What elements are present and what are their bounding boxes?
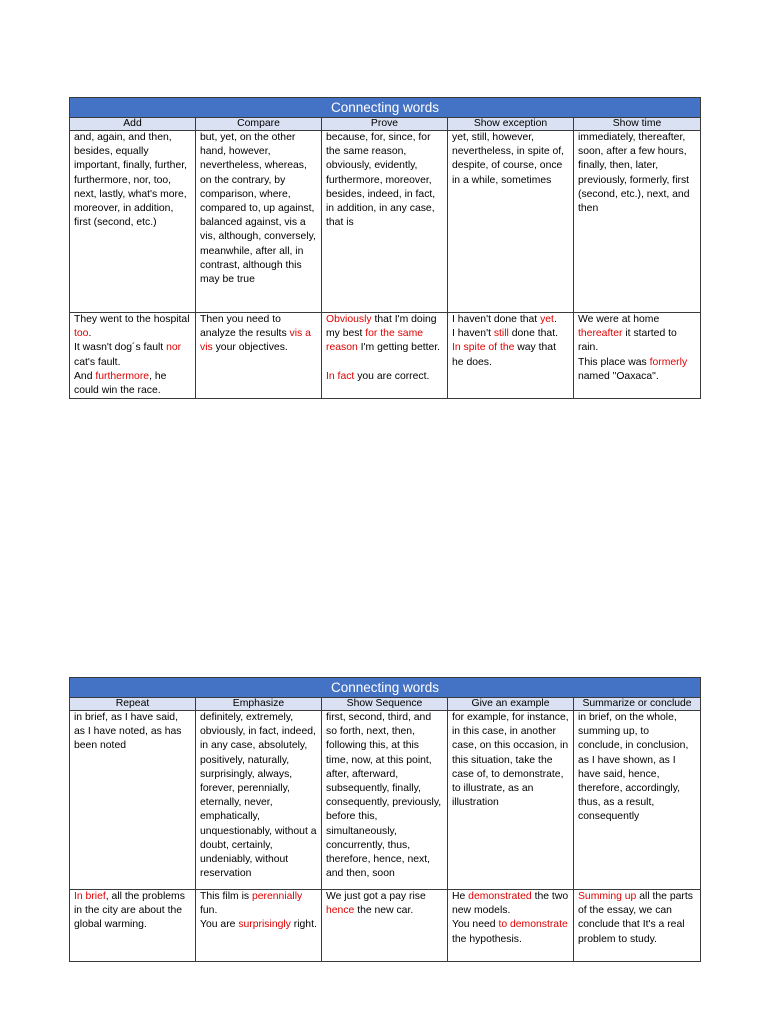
connecting-words-table-2 [69, 677, 701, 962]
highlighted-connector: surprisingly [238, 919, 291, 931]
example-text: . [88, 328, 92, 340]
examples-row [70, 890, 701, 962]
example-text: named "Oaxaca". [578, 370, 659, 382]
highlighted-connector: Obviously [326, 314, 372, 325]
example-text: , he could win the race. [74, 370, 167, 397]
highlighted-connector: Summing up [578, 891, 637, 902]
example-cell-repeat [70, 890, 196, 962]
highlighted-connector: hence [326, 905, 355, 917]
example-cell-compare [196, 313, 322, 399]
example-text: . [553, 314, 557, 325]
highlighted-connector: too [74, 328, 89, 340]
highlighted-connector: In brief [74, 891, 106, 902]
example-cell-add [70, 313, 196, 399]
example-cell-give-an-example [448, 890, 574, 962]
example-text: He [452, 891, 469, 902]
example-cell-show-sequence [322, 890, 448, 962]
words-cell-show-exception: yet, still, however, nevertheless, in spite of, despite, of course, once in a while, sometimes [448, 131, 574, 313]
words-cell-show-time: immediately, thereafter, soon, after a few hours, finally, then, later, previously, formerly, first (second, etc.), next, and then [574, 131, 701, 313]
example-text: the hypothesis. [452, 933, 522, 945]
column-header-give-an-example: Give an example [448, 698, 574, 711]
words-cell-show-sequence: first, second, third, and so forth, next, then, following this, at this time, now, at this point, after, afterward, subsequently, finally, consequently, previously, before this, simultaneously, concurrently, thus, therefore, hence, next, and then, soon [322, 711, 448, 890]
highlighted-connector: In spite of the [452, 342, 515, 354]
example-text: They went to the hospital [74, 314, 190, 325]
words-cell-prove: because, for, since, for the same reason, obviously, evidently, furthermore, moreover, besides, indeed, in fact, in addition, in any case, that is [322, 131, 448, 313]
highlighted-connector: to demonstrate [498, 919, 568, 931]
highlighted-connector: still [493, 328, 509, 340]
example-cell-prove [322, 313, 448, 399]
example-text: This film is [200, 891, 252, 902]
example-text: way that he does. [452, 342, 556, 368]
highlighted-connector: demonstrated [468, 891, 532, 902]
connecting-words-table-1 [69, 97, 701, 399]
example-text: It wasn't dog´s fault [74, 342, 167, 354]
example-text: I haven't [452, 328, 494, 340]
highlighted-connector: thereafter [578, 328, 623, 340]
column-header-prove: Prove [322, 118, 448, 131]
example-text: the two new models. [452, 891, 569, 917]
column-header-show-sequence: Show Sequence [322, 698, 448, 711]
example-text: that I'm doing my best [326, 314, 437, 340]
column-header-repeat: Repeat [70, 698, 196, 711]
example-text: your objectives. [212, 342, 288, 354]
highlighted-connector: vis a vis [200, 328, 311, 354]
highlighted-connector: furthermore [95, 370, 150, 382]
table-title: Connecting words [70, 98, 701, 118]
example-text: fun. [200, 905, 218, 917]
example-cell-show-time [574, 313, 701, 399]
column-header-show-time: Show time [574, 118, 701, 131]
example-text: This place was [578, 356, 650, 368]
column-header-summarize-or-conclude: Summarize or conclude [574, 698, 701, 711]
words-cell-emphasize: definitely, extremely, obviously, in fact, indeed, in any case, absolutely, positively, naturally, surprisingly, always, forever, perennially, eternally, never, emphatically, unquestionably, without a doubt, certainly, undeniably, without reservation [196, 711, 322, 890]
words-row [70, 711, 701, 890]
example-cell-show-exception [448, 313, 574, 399]
example-text: And [74, 370, 96, 382]
words-cell-summarize-or-conclude: in brief, on the whole, summing up, to conclude, in conclusion, as I have shown, as I have said, hence, therefore, accordingly, thus, as a result, consequently [574, 711, 701, 890]
highlighted-connector: for the same reason [326, 328, 424, 354]
example-text: I'm getting better. [357, 342, 441, 354]
example-text: right. [290, 919, 317, 931]
words-cell-repeat: in brief, as I have said, as I have noted, as has been noted [70, 711, 196, 890]
example-text: it started to rain. [578, 328, 677, 354]
words-cell-compare: but, yet, on the other hand, however, nevertheless, whereas, on the contrary, by comparison, where, compared to, up against, balanced against, vis a vis, although, conversely, meanwhile, after all, in contrast, although this may be true [196, 131, 322, 313]
examples-row [70, 313, 701, 399]
column-header-add: Add [70, 118, 196, 131]
highlighted-connector: In fact [326, 370, 355, 382]
highlighted-connector: yet [540, 314, 554, 325]
example-text: We just got a pay rise [326, 891, 426, 902]
example-text: done that. [508, 328, 558, 340]
highlighted-connector: formerly [649, 356, 688, 368]
words-cell-add: and, again, and then, besides, equally important, finally, further, furthermore, nor, too, next, lastly, what's more, moreover, in addition, first (second, etc.) [70, 131, 196, 313]
example-text: You are [200, 919, 239, 931]
example-text: We were at home [578, 314, 660, 325]
example-text: you are correct. [354, 370, 430, 382]
column-header-show-exception: Show exception [448, 118, 574, 131]
example-text: the new car. [354, 905, 414, 917]
example-text: cat's fault. [74, 356, 121, 368]
example-text: You need [452, 919, 499, 931]
example-text: Then you need to analyze the results [200, 314, 290, 340]
column-header-compare: Compare [196, 118, 322, 131]
highlighted-connector: perennially [251, 891, 303, 902]
example-cell-emphasize [196, 890, 322, 962]
highlighted-connector: nor [166, 342, 182, 354]
example-cell-summarize-or-conclude [574, 890, 701, 962]
column-header-emphasize: Emphasize [196, 698, 322, 711]
example-text: , all the problems in the city are about the global warming. [74, 891, 185, 931]
words-row [70, 131, 701, 313]
words-cell-give-an-example: for example, for instance, in this case, in another case, on this occasion, in this situation, take the case of, to demonstrate, to illustrate, as an illustration [448, 711, 574, 890]
example-text: I haven't done that [452, 314, 541, 325]
example-text: all the parts of the essay, we can conclude that It's a real problem to study. [578, 891, 693, 945]
table-title: Connecting words [70, 678, 701, 698]
